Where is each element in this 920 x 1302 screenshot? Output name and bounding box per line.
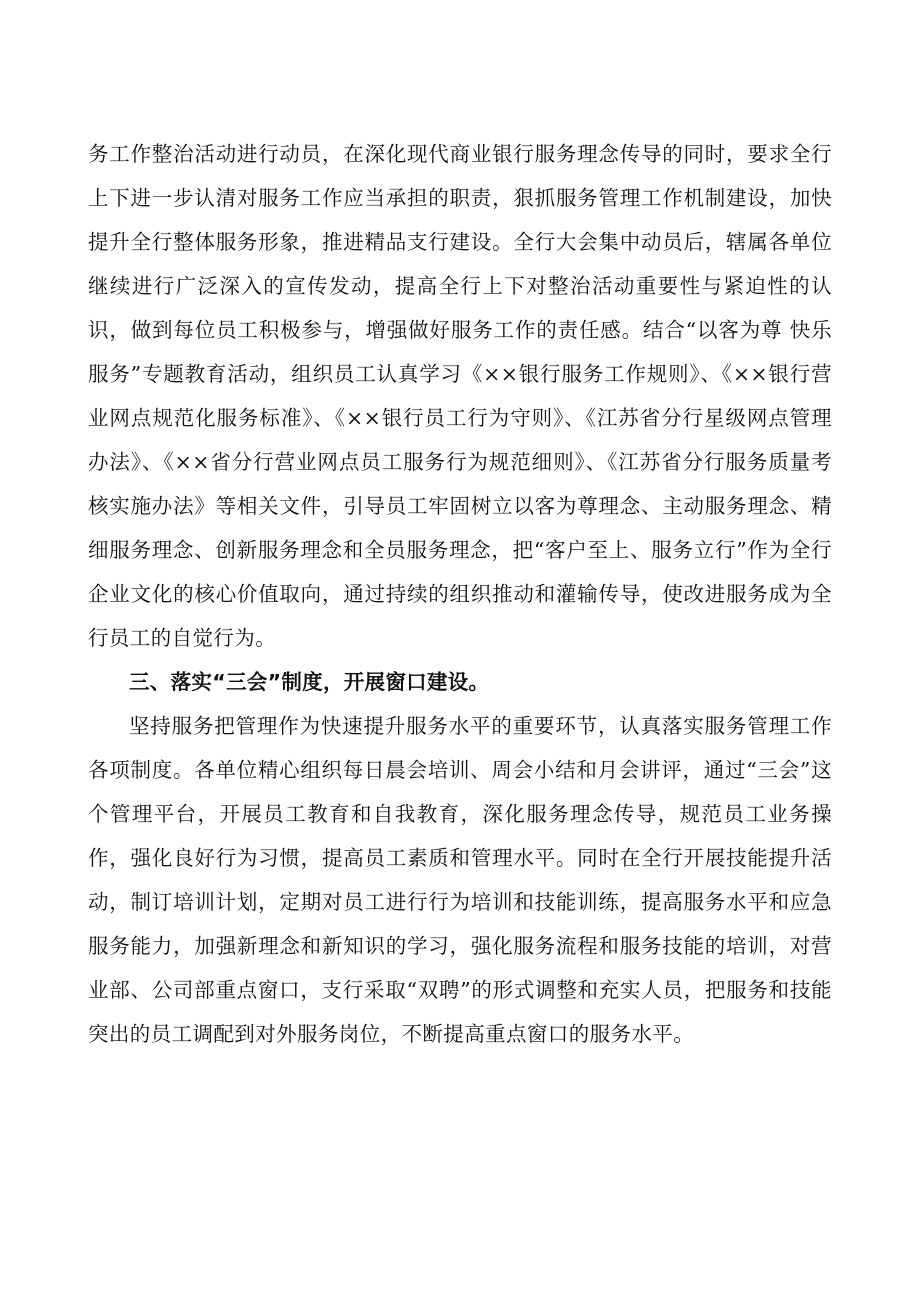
continued-paragraph: 务工作整治活动进行动员，在深化现代商业银行服务理念传导的同时，要求全行上下进一步认清对服务工作应当承担的职责，狠抓服务管理工作机制建设，加快提升全行整体服务形象，推进精品支行建设。全行大会集中动员后，辖属各单位继续进行广泛深入的宣传发动，提高全行上下对整治活动重要性与紧迫性的认识，做到每位员工积极参与，增强做好服务工作的责任感。结合“以客为尊 快乐服务”专题教育活动，组织员工认真学习《××银行服务工作规则》、《××银行营业网点规范化服务标准》、《××银行员工行为守则》、《江苏省分行星级网点管理办法》、《××省分行营业网点员工服务行为规范细则》、《江苏省分行服务质量考核实施办法》等相关文件，引导员工牢固树立以客为尊理念、主动服务理念、精细服务理念、创新服务理念和全员服务理念，把“客户至上、服务立行”作为全行企业文化的核心价值取向，通过持续的组织推动和灌输传导，使改进服务成为全行员工的自觉行为。	[88, 142, 832, 650]
document-body	[88, 132, 832, 1056]
section-heading: 三、落实“三会”制度，开展窗口建设。	[129, 670, 490, 694]
section-paragraph: 坚持服务把管理作为快速提升服务水平的重要环节，认真落实服务管理工作各项制度。各单位精心组织每日晨会培训、周会小结和月会讲评，通过“三会”这个管理平台，开展员工教育和自我教育，深化服务理念传导，规范员工业务操作，强化良好行为习惯，提高员工素质和管理水平。同时在全行开展技能提升活动，制订培训计划，定期对员工进行行为培训和技能训练，提高服务水平和应急服务能力，加强新理念和新知识的学习，强化服务流程和服务技能的培训，对营业部、公司部重点窗口，支行采取“双聘”的形式调整和充实人员，把服务和技能突出的员工调配到对外服务岗位，不断提高重点窗口的服务水平。	[88, 714, 832, 1046]
